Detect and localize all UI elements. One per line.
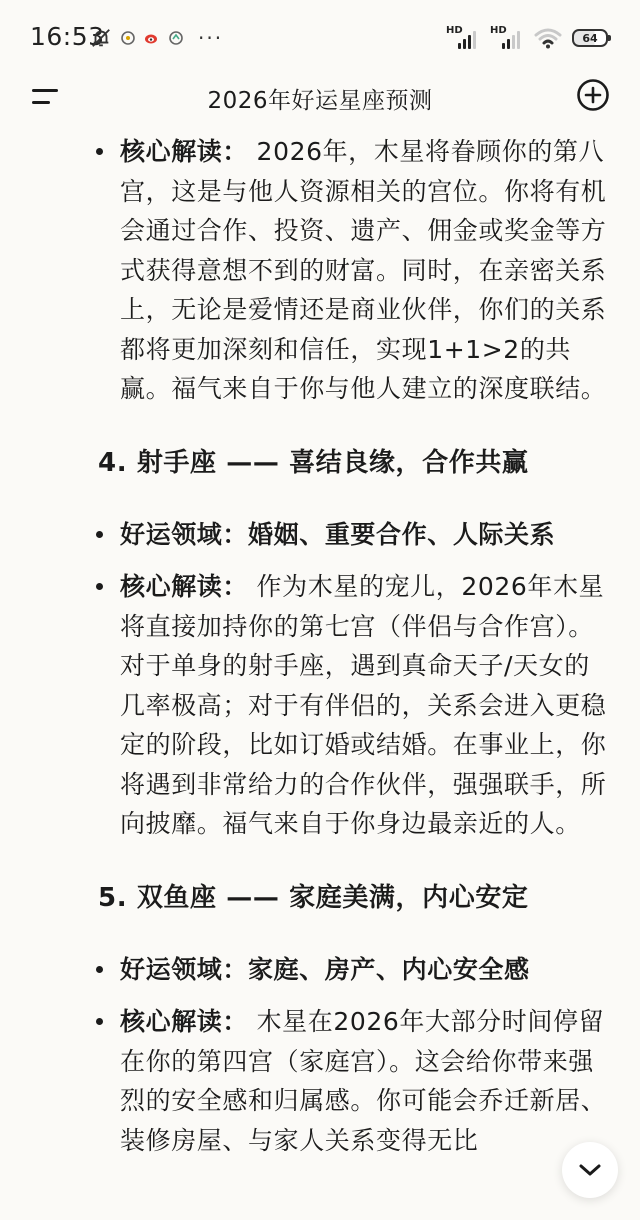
app-header xyxy=(0,72,640,122)
bullet-dot xyxy=(96,148,103,155)
scroll-to-bottom-button[interactable] xyxy=(562,1142,618,1198)
battery-icon: 64 xyxy=(572,29,608,47)
new-chat-icon[interactable] xyxy=(576,78,610,112)
bullet-item xyxy=(0,1002,640,1160)
app-notification-icon xyxy=(120,30,136,46)
bullet-label: 好运领域： xyxy=(120,519,249,549)
bullet-item xyxy=(0,515,640,555)
bullet-text: 木星在2026年大部分时间停留在你的第四宫（家庭宫）。这会给你带来强烈的安全感和归属感。你可能会乔迁新居、装修房屋、与家人关系变得无比 xyxy=(120,1007,607,1155)
status-icons-right xyxy=(446,24,608,52)
bullet-item xyxy=(0,950,640,990)
mute-bell-icon xyxy=(90,27,112,49)
bullet-text: 婚姻、重要合作、人际关系 xyxy=(248,519,556,549)
weibo-icon xyxy=(144,30,160,46)
more-notifications-indicator: ··· xyxy=(198,26,224,50)
article-content xyxy=(0,128,640,1160)
app-notification-icon-2 xyxy=(168,30,184,46)
signal-bars-icon xyxy=(458,31,476,49)
hd-label: HD xyxy=(490,25,507,36)
section-heading: 4. 射手座 —— 喜结良缘，合作共赢 xyxy=(98,447,529,478)
section-heading: 5. 双鱼座 —— 家庭美满，内心安定 xyxy=(98,882,529,913)
hd-label: HD xyxy=(446,25,463,36)
bullet-text: 2026年，木星将眷顾你的第八宫，这是与他人资源相关的宫位。你将有机会通过合作、投资、遗产、佣金或奖金等方式获得意想不到的财富。同时，在亲密关系上，无论是爱情还是商业伙伴，你们的关系都将更加深刻和信任，实现1+1>2的共赢。福气来自于你与他人建立的深度联结。 xyxy=(120,137,607,403)
bullet-text: 作为木星的宠儿，2026年木星将直接加持你的第七宫（伴侣与合作宫）。对于单身的射手座，遇到真命天子/天女的几率极高；对于有伴侣的，关系会进入更稳定的阶段，比如订婚或结婚。在事业上，你将遇到非常给力的合作伙伴，强强联手，所向披靡。福气来自于你身边最亲近的人。 xyxy=(120,572,607,838)
signal-bars-icon xyxy=(502,31,520,49)
bullet-item xyxy=(0,567,640,844)
wifi-icon xyxy=(534,27,562,49)
status-time: 16:53 xyxy=(30,22,105,51)
bullet-dot xyxy=(96,583,103,590)
status-bar xyxy=(0,0,640,72)
bullet-dot xyxy=(96,531,103,538)
page-title: 2026年好运星座预测 xyxy=(207,88,433,114)
bullet-label: 核心解读： xyxy=(120,1007,249,1036)
cellular-signal-1 xyxy=(446,25,480,51)
bullet-label: 核心解读： xyxy=(120,137,249,166)
status-icons-left xyxy=(90,26,223,50)
bullet-item xyxy=(0,132,640,409)
bullet-dot xyxy=(96,1018,103,1025)
bullet-dot xyxy=(96,966,103,973)
chevron-down-icon xyxy=(578,1162,602,1178)
bullet-label: 核心解读： xyxy=(120,572,249,601)
bullet-label: 好运领域： xyxy=(120,954,249,984)
bullet-text: 家庭、房产、内心安全感 xyxy=(248,954,530,984)
cellular-signal-2 xyxy=(490,25,524,51)
